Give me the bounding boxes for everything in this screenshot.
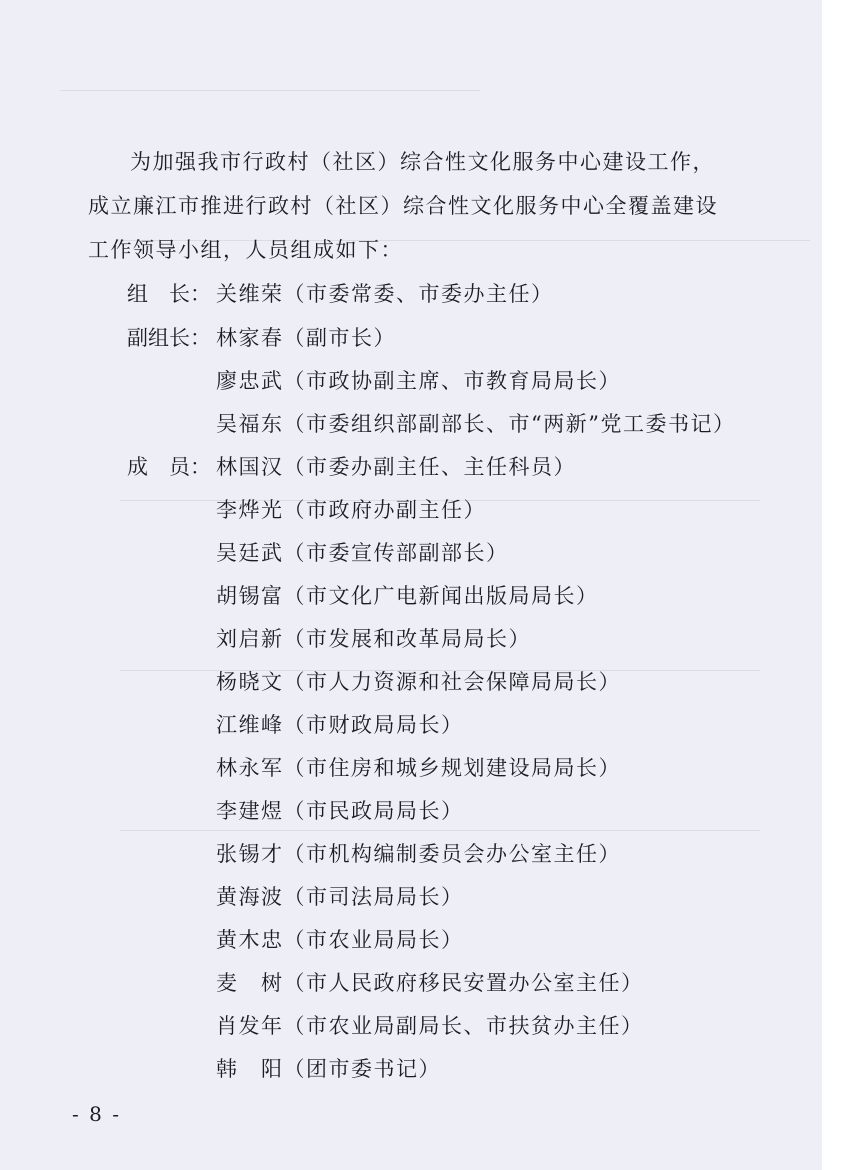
member-entry: 韩 阳（团市委书记） — [216, 1057, 441, 1081]
intro-line-2: 成立廉江市推进行政村（社区）综合性文化服务中心全覆盖建设 — [88, 194, 718, 218]
member-entry: 吴廷武（市委宣传部副部长） — [216, 541, 509, 565]
member-entry: 杨晓文（市人力资源和社会保障局局长） — [216, 670, 621, 694]
member-entry: 林永军（市住房和城乡规划建设局局长） — [216, 756, 621, 780]
intro-line-1: 为加强我市行政村（社区）综合性文化服务中心建设工作， — [130, 150, 715, 174]
member-entry: 李建煜（市民政局局长） — [216, 799, 464, 823]
member-entry: 李烨光（市政府办副主任） — [216, 498, 486, 522]
member-entry: 肖发年（市农业局副局长、市扶贫办主任） — [216, 1014, 644, 1038]
member-entry: 林国汉（市委办副主任、主任科员） — [216, 455, 576, 479]
member-entry: 江维峰（市财政局局长） — [216, 713, 464, 737]
member-entry: 黄木忠（市农业局局长） — [216, 928, 464, 952]
role-leader-label: 组 长： — [127, 282, 211, 306]
member-entry: 黄海波（市司法局局长） — [216, 885, 464, 909]
intro-line-3: 工作领导小组，人员组成如下： — [88, 238, 403, 262]
member-entry: 林家春（副市长） — [216, 326, 396, 350]
page-number: - 8 - — [72, 1102, 121, 1126]
member-entry: 胡锡富（市文化广电新闻出版局局长） — [216, 584, 599, 608]
member-entry: 吴福东（市委组织部副部长、市“两新”党工委书记） — [216, 412, 736, 436]
member-entry: 麦 树（市人民政府移民安置办公室主任） — [216, 971, 644, 995]
scan-margin — [822, 0, 850, 1170]
member-entry: 关维荣（市委常委、市委办主任） — [216, 282, 554, 306]
role-deputy-label: 副组长： — [127, 326, 211, 350]
role-members-label: 成 员： — [127, 455, 211, 479]
member-entry: 刘启新（市发展和改革局局长） — [216, 627, 531, 651]
member-entry: 廖忠武（市政协副主席、市教育局局长） — [216, 369, 621, 393]
member-entry: 张锡才（市机构编制委员会办公室主任） — [216, 842, 621, 866]
